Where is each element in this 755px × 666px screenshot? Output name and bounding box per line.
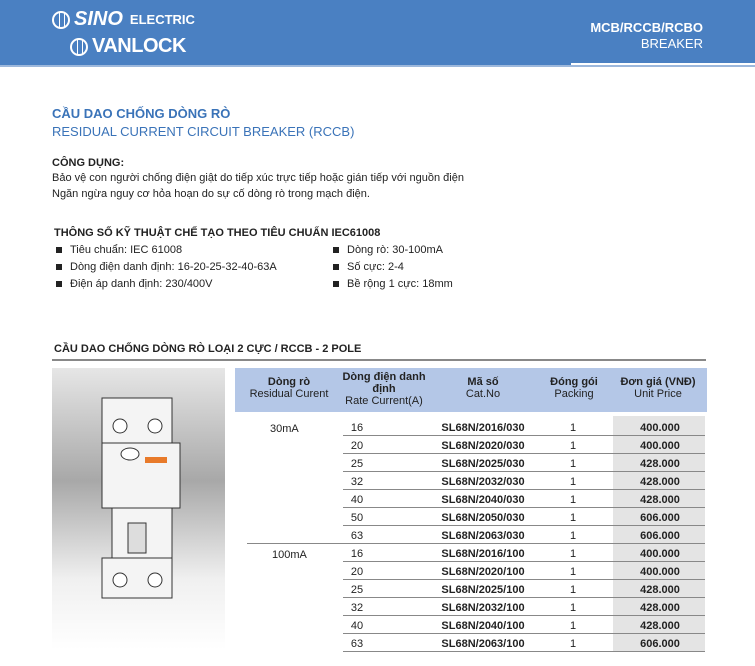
price-cell: 400.000 xyxy=(640,422,680,434)
packing-cell: 1 xyxy=(569,512,577,524)
rate-cell: 25 xyxy=(350,584,364,596)
table-row xyxy=(343,436,705,454)
rate-cell: 32 xyxy=(350,476,364,488)
table-row xyxy=(343,472,705,490)
rate-cell: 16 xyxy=(350,548,364,560)
spec-text: Dòng điện danh định: 16-20-25-32-40-63A xyxy=(70,261,277,273)
packing-cell: 1 xyxy=(569,548,577,560)
rate-cell: 32 xyxy=(350,602,364,614)
table-row xyxy=(343,418,705,436)
bullet-icon xyxy=(333,281,339,287)
table-header xyxy=(235,368,707,412)
usage-line: Ngăn ngừa nguy cơ hỏa hoạn do sự cố dòng rò trong mạch điện. xyxy=(52,188,370,200)
header-band xyxy=(0,0,755,67)
table-row xyxy=(343,598,705,616)
table-row xyxy=(343,580,705,598)
cat-no-cell: SL68N/2063/030 xyxy=(441,530,525,542)
cat-no-cell: SL68N/2025/030 xyxy=(441,458,525,470)
rate-cell: 63 xyxy=(350,638,364,650)
price-cell: 428.000 xyxy=(640,602,680,614)
header-cat-en: Cat.No xyxy=(465,388,501,400)
price-cell: 428.000 xyxy=(640,458,680,470)
price-cell: 428.000 xyxy=(640,584,680,596)
table-row xyxy=(343,526,705,544)
cat-no-cell: SL68N/2040/100 xyxy=(441,620,525,632)
bullet-icon xyxy=(333,247,339,253)
cat-no-cell: SL68N/2032/030 xyxy=(441,476,525,488)
title-en: RESIDUAL CURRENT CIRCUIT BREAKER (RCCB) xyxy=(52,124,355,139)
brand-vanlock: VANLOCK xyxy=(92,35,186,57)
price-cell: 428.000 xyxy=(640,476,680,488)
packing-cell: 1 xyxy=(569,620,577,632)
header-rate-en: Rate Current(A) xyxy=(345,395,423,407)
spec-text: Dòng rò: 30-100mA xyxy=(347,244,443,256)
usage-line: Bảo vệ con người chống điện giật do tiếp xúc trực tiếp hoặc gián tiếp với nguồn điện xyxy=(52,172,464,184)
bullet-icon xyxy=(56,281,62,287)
packing-cell: 1 xyxy=(569,476,577,488)
price-cell: 400.000 xyxy=(640,566,680,578)
rccb-product-image xyxy=(52,368,225,650)
spec-text: Tiêu chuẩn: IEC 61008 xyxy=(70,244,183,256)
title-vi: CẦU DAO CHỐNG DÒNG RÒ xyxy=(52,106,231,121)
header-rate-vi: Dòng điện danh định xyxy=(342,371,426,395)
sino-logo xyxy=(52,8,195,31)
spec-item xyxy=(56,261,277,273)
packing-cell: 1 xyxy=(569,530,577,542)
packing-cell: 1 xyxy=(569,440,577,452)
price-cell: 400.000 xyxy=(640,440,680,452)
packing-cell: 1 xyxy=(569,458,577,470)
brand-sino-sub: ELECTRIC xyxy=(129,12,195,27)
table-row xyxy=(343,634,705,652)
section-title: CẦU DAO CHỐNG DÒNG RÒ LOẠI 2 CỰC / RCCB - 2 POLE xyxy=(54,343,362,355)
packing-cell: 1 xyxy=(569,422,577,434)
residual-30ma: 30mA xyxy=(270,423,299,435)
vanlock-logo xyxy=(70,35,186,58)
spec-text: Điện áp danh định: 230/400V xyxy=(70,278,213,290)
cat-no-cell: SL68N/2063/100 xyxy=(441,638,525,650)
cat-no-cell: SL68N/2025/100 xyxy=(441,584,525,596)
spec-item xyxy=(333,244,443,256)
rate-cell: 16 xyxy=(350,422,364,434)
section-divider xyxy=(52,359,706,361)
table-row xyxy=(343,490,705,508)
packing-cell: 1 xyxy=(569,602,577,614)
spec-item xyxy=(56,278,213,290)
price-cell: 606.000 xyxy=(640,638,680,650)
header-divider xyxy=(571,63,755,65)
table-row xyxy=(343,508,705,526)
price-cell: 428.000 xyxy=(640,620,680,632)
cat-no-cell: SL68N/2032/100 xyxy=(441,602,525,614)
cat-no-cell: SL68N/2020/030 xyxy=(441,440,525,452)
packing-cell: 1 xyxy=(569,494,577,506)
rate-cell: 20 xyxy=(350,566,364,578)
category-title: MCB/RCCB/RCBO xyxy=(590,20,703,35)
spec-text: Số cực: 2-4 xyxy=(347,261,404,273)
usage-label: CÔNG DỤNG: xyxy=(52,157,125,169)
cat-no-cell: SL68N/2040/030 xyxy=(441,494,525,506)
spec-item xyxy=(333,261,404,273)
cat-no-cell: SL68N/2020/100 xyxy=(441,566,525,578)
spec-item xyxy=(333,278,453,290)
cat-no-cell: SL68N/2050/030 xyxy=(441,512,525,524)
price-cell: 606.000 xyxy=(640,530,680,542)
brand-sino: SINO xyxy=(74,8,123,30)
category-subtitle: BREAKER xyxy=(640,36,703,51)
packing-cell: 1 xyxy=(569,566,577,578)
bullet-icon xyxy=(56,247,62,253)
bullet-icon xyxy=(56,264,62,270)
packing-cell: 1 xyxy=(569,638,577,650)
header-residual-en: Residual Curent xyxy=(249,388,329,400)
header-packing-en: Packing xyxy=(554,388,594,400)
header-residual-vi: Dòng rò xyxy=(267,376,311,388)
header-cat-vi: Mã số xyxy=(467,376,499,388)
price-cell: 428.000 xyxy=(640,494,680,506)
price-cell: 606.000 xyxy=(640,512,680,524)
residual-100ma: 100mA xyxy=(272,549,307,561)
table-row xyxy=(343,454,705,472)
table-row xyxy=(343,562,705,580)
rate-cell: 50 xyxy=(350,512,364,524)
rate-cell: 40 xyxy=(350,494,364,506)
table-row xyxy=(343,616,705,634)
rate-cell: 25 xyxy=(350,458,364,470)
globe-icon xyxy=(52,11,70,29)
table-row xyxy=(343,544,705,562)
rate-cell: 40 xyxy=(350,620,364,632)
header-packing-vi: Đóng gói xyxy=(550,376,598,388)
header-price-en: Unit Price xyxy=(634,388,682,400)
bullet-icon xyxy=(333,264,339,270)
rate-cell: 20 xyxy=(350,440,364,452)
spec-text: Bề rộng 1 cực: 18mm xyxy=(347,278,453,290)
cat-no-cell: SL68N/2016/100 xyxy=(441,548,525,560)
vanlock-emblem-icon xyxy=(70,38,88,56)
packing-cell: 1 xyxy=(569,584,577,596)
header-price-vi: Đơn giá (VNĐ) xyxy=(620,376,696,388)
cat-no-cell: SL68N/2016/030 xyxy=(441,422,525,434)
price-cell: 400.000 xyxy=(640,548,680,560)
rate-cell: 63 xyxy=(350,530,364,542)
spec-title: THÔNG SỐ KỸ THUẬT CHẾ TẠO THEO TIÊU CHUẨN IEC61008 xyxy=(54,227,381,239)
spec-item xyxy=(56,244,182,256)
group-divider xyxy=(247,543,347,544)
